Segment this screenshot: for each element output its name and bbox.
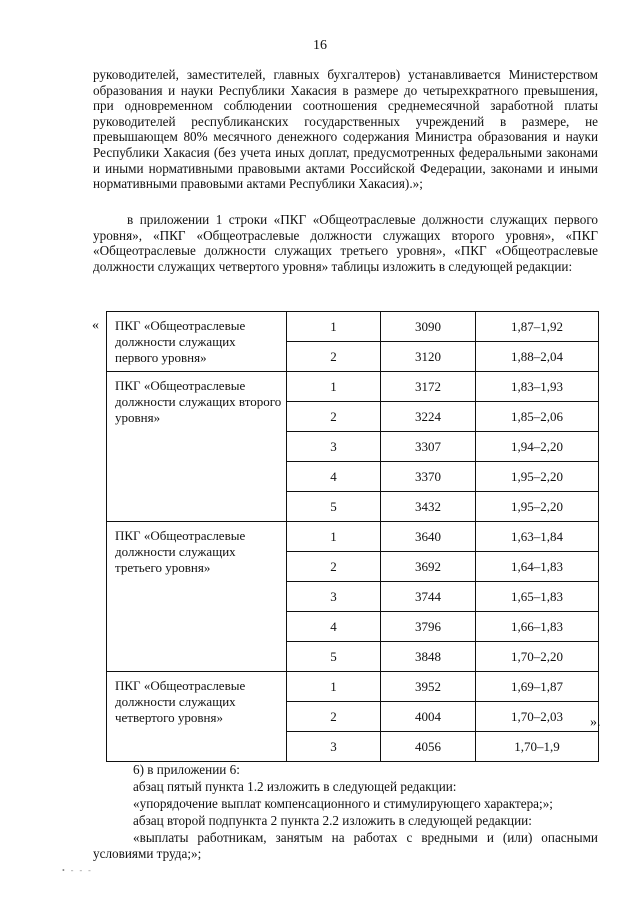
coefficient-cell: 1,63–1,84 bbox=[476, 522, 599, 552]
salary-cell: 3090 bbox=[381, 312, 476, 342]
salary-cell: 3640 bbox=[381, 522, 476, 552]
table-row bbox=[107, 372, 599, 402]
coefficient-cell: 1,87–1,92 bbox=[476, 312, 599, 342]
level-cell: 4 bbox=[287, 462, 381, 492]
subparagraph-2-text: «выплаты работникам, занятым на работах с вредными и (или) опасными условиями труда;»; bbox=[93, 830, 598, 861]
salary-cell: 3307 bbox=[381, 432, 476, 462]
paragraph-continuation: руководителей, заместителей, главных бухгалтеров) устанавливается Министерством образования и науки Республики Хакасия в размере до четырехкратного превышения, при одновременном соблюдении соотношения среднемесячной заработной платы руководителей республиканских государственных учреждений в размере, не превышающем 80% месячного денежного содержания Министра образования и науки Республики Хакасия (без учета иных доплат, предусмотренных федеральными законами и иными нормативными правовыми актами Российской Федерации, законами и иными нормативными правовыми актами Республики Хакасия).»; bbox=[93, 67, 598, 192]
table-row bbox=[107, 312, 599, 342]
item-6-heading: 6) в приложении 6: bbox=[133, 762, 240, 777]
page-number: 16 bbox=[313, 38, 327, 53]
level-cell: 3 bbox=[287, 432, 381, 462]
level-cell: 1 bbox=[287, 672, 381, 702]
salary-cell: 3744 bbox=[381, 582, 476, 612]
salary-cell: 3848 bbox=[381, 642, 476, 672]
level-cell: 5 bbox=[287, 642, 381, 672]
salary-cell: 3796 bbox=[381, 612, 476, 642]
coefficient-cell: 1,94–2,20 bbox=[476, 432, 599, 462]
scan-mark: • - - - bbox=[62, 866, 93, 875]
group-name-cell: ПКГ «Общеотраслевые должности служащих второго уровня» bbox=[107, 372, 287, 522]
level-cell: 3 bbox=[287, 582, 381, 612]
level-cell: 2 bbox=[287, 552, 381, 582]
salary-cell: 3370 bbox=[381, 462, 476, 492]
coefficient-cell: 1,64–1,83 bbox=[476, 552, 599, 582]
coefficient-cell: 1,70–2,03 bbox=[476, 702, 599, 732]
salary-cell: 3432 bbox=[381, 492, 476, 522]
level-cell: 1 bbox=[287, 372, 381, 402]
closing-quote: ». bbox=[590, 715, 601, 730]
coefficient-cell: 1,69–1,87 bbox=[476, 672, 599, 702]
pkg-table bbox=[106, 311, 599, 762]
salary-cell: 3224 bbox=[381, 402, 476, 432]
coefficient-cell: 1,70–2,20 bbox=[476, 642, 599, 672]
coefficient-cell: 1,66–1,83 bbox=[476, 612, 599, 642]
level-cell: 4 bbox=[287, 612, 381, 642]
salary-cell: 4004 bbox=[381, 702, 476, 732]
group-name-cell: ПКГ «Общеотраслевые должности служащих третьего уровня» bbox=[107, 522, 287, 672]
coefficient-cell: 1,88–2,04 bbox=[476, 342, 599, 372]
salary-cell: 3172 bbox=[381, 372, 476, 402]
level-cell: 3 bbox=[287, 732, 381, 762]
group-name-cell: ПКГ «Общеотраслевые должности служащих первого уровня» bbox=[107, 312, 287, 372]
paragraph-appendix-1: в приложении 1 строки «ПКГ «Общеотраслевые должности служащих первого уровня», «ПКГ «Общеотраслевые должности служащих второго уровня», «ПКГ «Общеотраслевые должности служащих третьего уровня», «ПКГ «Общеотраслевые должности служащих четвертого уровня» таблицы изложить в следующей редакции: bbox=[93, 212, 598, 274]
paragraph-5-instruction: абзац пятый пункта 1.2 изложить в следующей редакции: bbox=[133, 779, 457, 794]
coefficient-cell: 1,95–2,20 bbox=[476, 492, 599, 522]
coefficient-cell: 1,83–1,93 bbox=[476, 372, 599, 402]
group-name-cell: ПКГ «Общеотраслевые должности служащих четвертого уровня» bbox=[107, 672, 287, 762]
level-cell: 5 bbox=[287, 492, 381, 522]
salary-cell: 4056 bbox=[381, 732, 476, 762]
pkg-table-body bbox=[107, 312, 599, 762]
table-row bbox=[107, 522, 599, 552]
opening-quote: « bbox=[92, 318, 99, 333]
salary-cell: 3952 bbox=[381, 672, 476, 702]
salary-cell: 3692 bbox=[381, 552, 476, 582]
coefficient-cell: 1,70–1,9 bbox=[476, 732, 599, 762]
table-row bbox=[107, 672, 599, 702]
level-cell: 2 bbox=[287, 402, 381, 432]
salary-cell: 3120 bbox=[381, 342, 476, 372]
subparagraph-2-instruction: абзац второй подпункта 2 пункта 2.2 изложить в следующей редакции: bbox=[133, 813, 532, 828]
coefficient-cell: 1,85–2,06 bbox=[476, 402, 599, 432]
coefficient-cell: 1,95–2,20 bbox=[476, 462, 599, 492]
level-cell: 1 bbox=[287, 312, 381, 342]
level-cell: 2 bbox=[287, 342, 381, 372]
level-cell: 2 bbox=[287, 702, 381, 732]
coefficient-cell: 1,65–1,83 bbox=[476, 582, 599, 612]
level-cell: 1 bbox=[287, 522, 381, 552]
paragraph-5-text: «упорядочение выплат компенсационного и стимулирующего характера;»; bbox=[133, 796, 553, 811]
